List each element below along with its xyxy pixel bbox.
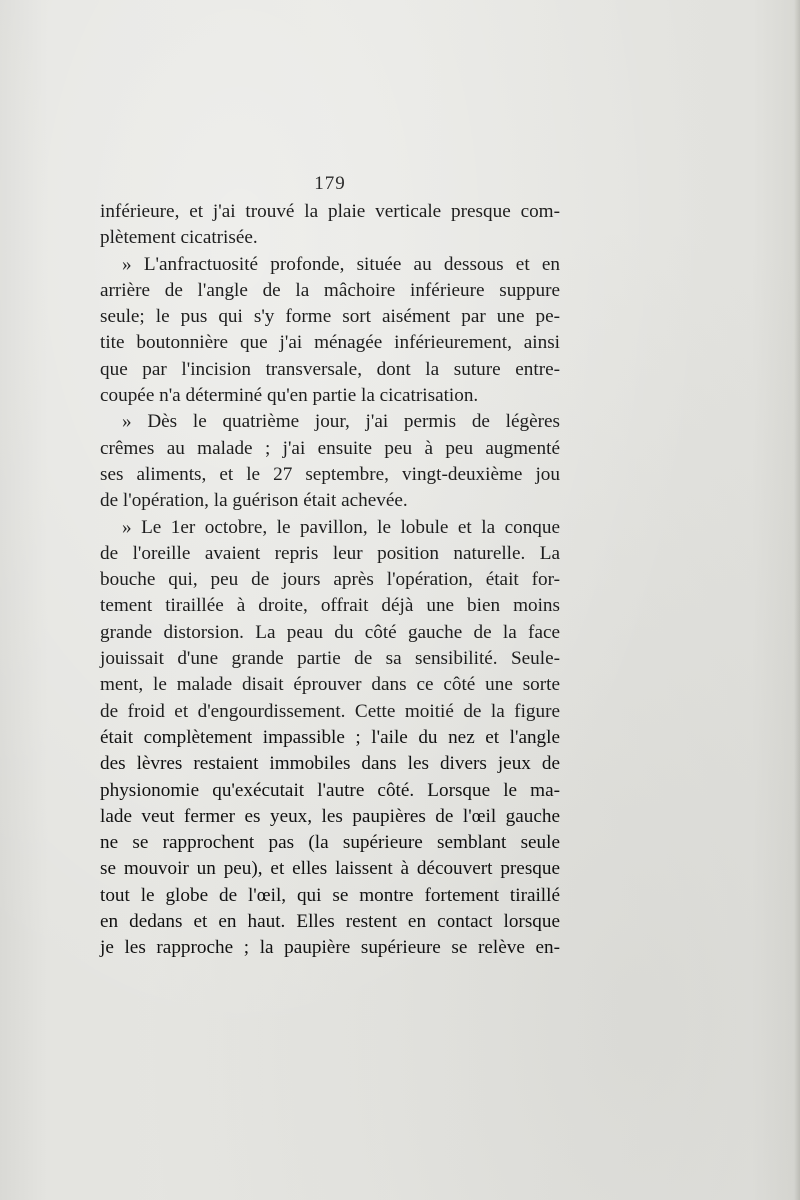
text-line: arrière de l'angle de la mâchoire inférieure suppure	[100, 279, 560, 301]
text-line: lade veut fermer es yeux, les paupières de l'œil gauche	[100, 805, 560, 827]
text-line: ne se rapprochent pas (la supérieure semblant seule	[100, 832, 560, 854]
page-edge-shadow	[794, 0, 800, 1200]
text-line: de l'opération, la guérison était achevée.	[100, 490, 408, 512]
text-line: grande distorsion. La peau du côté gauche de la face	[100, 621, 560, 643]
text-line: » Dès le quatrième jour, j'ai permis de légères	[122, 411, 560, 433]
text-line: jouissait d'une grande partie de sa sensibilité. Seule-	[100, 648, 560, 670]
text-line: de l'oreille avaient repris leur position naturelle. La	[100, 542, 560, 564]
text-line: tout le globe de l'œil, qui se montre fortement tiraillé	[100, 884, 560, 906]
text-line: plètement cicatrisée.	[100, 227, 258, 249]
text-line: coupée n'a déterminé qu'en partie la cicatrisation.	[100, 385, 479, 407]
text-line: ment, le malade disait éprouver dans ce côté une sorte	[100, 674, 560, 696]
text-line: en dedans et en haut. Elles restent en contact lorsque	[100, 911, 560, 933]
text-line: inférieure, et j'ai trouvé la plaie verticale presque com-	[100, 201, 560, 222]
text-line: était complètement impassible ; l'aile du nez et l'angle	[100, 726, 560, 748]
text-line: seule; le pus qui s'y forme sort aisément par une pe-	[100, 306, 560, 328]
text-line: je les rapproche ; la paupière supérieure se relève en-	[100, 937, 560, 959]
text-line: » L'anfractuosité profonde, située au dessous et en	[122, 253, 560, 275]
text-line: tement tiraillée à droite, offrait déjà une bien moins	[100, 595, 560, 617]
text-line: que par l'incision transversale, dont la suture entre-	[100, 358, 560, 380]
text-line: tite boutonnière que j'ai ménagée inférieurement, ainsi	[100, 332, 560, 354]
text-line: ses aliments, et le 27 septembre, vingt-deuxième jou	[100, 463, 560, 485]
text-line: se mouvoir un peu), et elles laissent à découvert presque	[100, 858, 560, 880]
page-number: 179	[314, 173, 346, 194]
text-line: de froid et d'engourdissement. Cette moitié de la figure	[100, 700, 560, 722]
body-text	[100, 199, 560, 962]
text-line: crêmes au malade ; j'ai ensuite peu à peu augmenté	[100, 437, 560, 459]
text-line: bouche qui, peu de jours après l'opération, était for-	[100, 569, 560, 591]
text-line: des lèvres restaient immobiles dans les divers jeux de	[100, 753, 560, 775]
text-line: physionomie qu'exécutait l'autre côté. Lorsque le ma-	[100, 779, 560, 801]
text-line: » Le 1er octobre, le pavillon, le lobule et la conque	[122, 516, 560, 538]
